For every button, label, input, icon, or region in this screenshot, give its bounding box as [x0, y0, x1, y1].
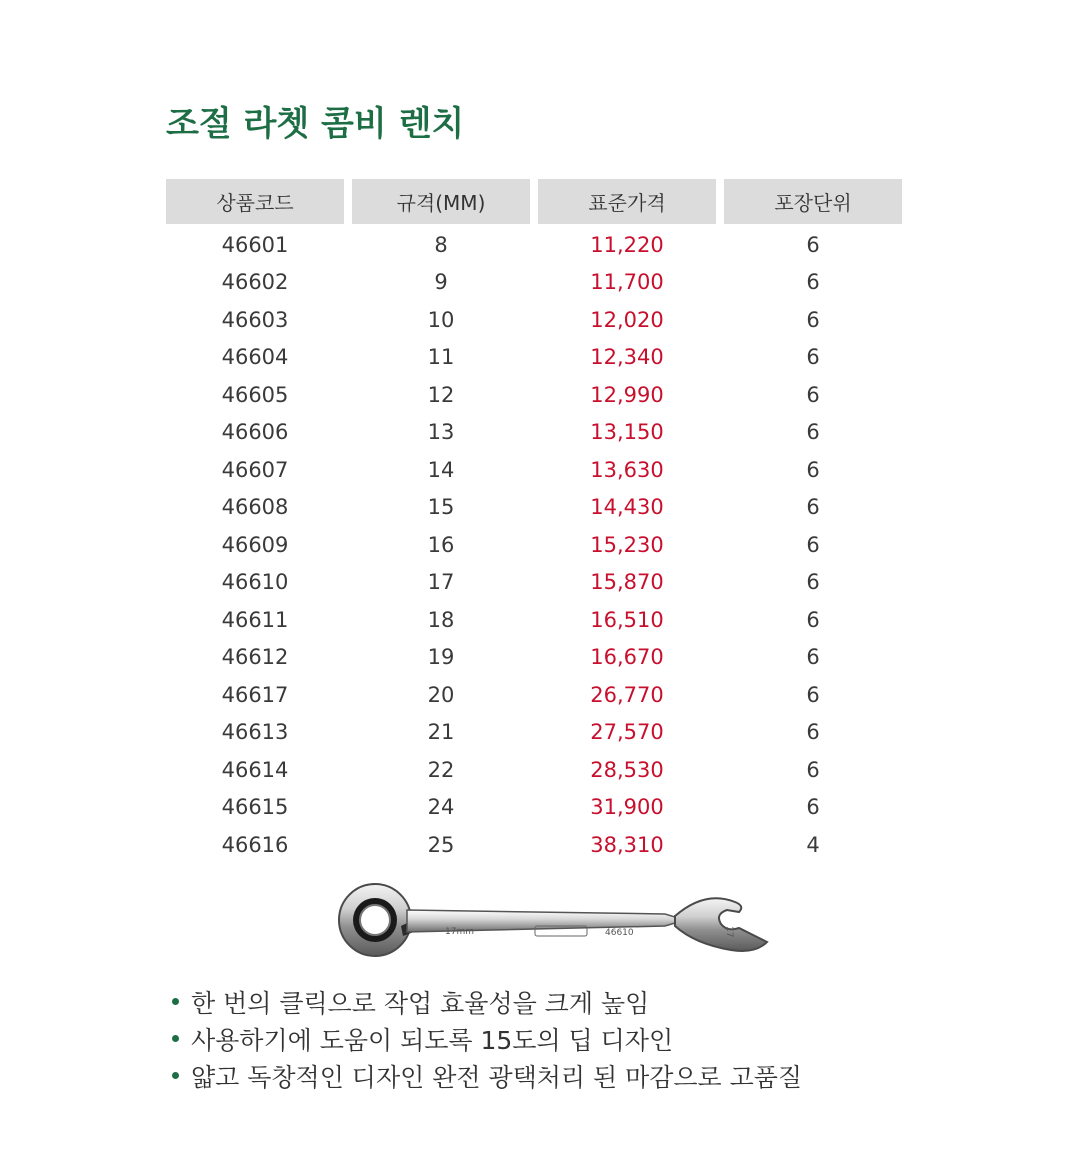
cell-product-code: 46602 [221, 270, 289, 295]
bullet-dot-icon [172, 1072, 179, 1079]
cell-product-code: 46616 [221, 832, 289, 857]
cell-size: 15 [427, 495, 455, 520]
bullet-dot-icon [172, 1035, 179, 1042]
cell-product-code: 46612 [221, 645, 289, 670]
table-row [166, 264, 902, 302]
cell-product-code: 46611 [221, 607, 289, 632]
cell-pack-unit: 6 [806, 795, 820, 820]
cell-pack-unit: 6 [806, 457, 820, 482]
cell-product-code: 46607 [221, 457, 289, 482]
cell-pack-unit: 6 [806, 232, 820, 257]
cell-product-code: 46601 [221, 232, 289, 257]
table-row [166, 489, 902, 527]
feature-list [172, 983, 802, 1094]
cell-product-code: 46610 [221, 570, 289, 595]
cell-pack-unit: 6 [806, 382, 820, 407]
cell-price: 16,510 [590, 607, 664, 632]
cell-product-code: 46608 [221, 495, 289, 520]
page-title: 조절 라쳇 콤비 렌치 [166, 104, 465, 144]
header-price: 표준가격 [538, 179, 716, 224]
cell-size: 25 [427, 832, 455, 857]
cell-product-code: 46604 [221, 345, 289, 370]
cell-price: 14,430 [590, 495, 664, 520]
wrench-image [335, 880, 775, 960]
table-row [166, 714, 902, 752]
cell-pack-unit: 6 [806, 645, 820, 670]
cell-product-code: 46603 [221, 307, 289, 332]
cell-price: 28,530 [590, 757, 664, 782]
cell-price: 31,900 [590, 795, 664, 820]
wrench-code-marking: 46610 [605, 928, 634, 938]
table-row [166, 451, 902, 489]
header-product-code: 상품코드 [166, 179, 344, 224]
table-row [166, 414, 902, 452]
cell-pack-unit: 6 [806, 420, 820, 445]
cell-pack-unit: 6 [806, 570, 820, 595]
cell-pack-unit: 6 [806, 495, 820, 520]
cell-price: 15,230 [590, 532, 664, 557]
table-row [166, 376, 902, 414]
feature-item [172, 1057, 802, 1094]
cell-pack-unit: 6 [806, 607, 820, 632]
cell-price: 12,340 [590, 345, 664, 370]
header-size: 규격(MM) [352, 179, 530, 224]
cell-price: 27,570 [590, 720, 664, 745]
cell-pack-unit: 6 [806, 682, 820, 707]
feature-text: 사용하기에 도움이 되도록 15도의 딥 디자인 [191, 1025, 674, 1055]
cell-product-code: 46606 [221, 420, 289, 445]
cell-price: 38,310 [590, 832, 664, 857]
cell-pack-unit: 6 [806, 270, 820, 295]
header-pack-unit: 포장단위 [724, 179, 902, 224]
cell-price: 12,990 [590, 382, 664, 407]
cell-pack-unit: 6 [806, 307, 820, 332]
cell-pack-unit: 6 [806, 532, 820, 557]
cell-size: 11 [427, 345, 455, 370]
cell-product-code: 46609 [221, 532, 289, 557]
cell-pack-unit: 6 [806, 345, 820, 370]
feature-text: 한 번의 클릭으로 작업 효율성을 크게 높임 [191, 988, 650, 1018]
table-row [166, 301, 902, 339]
cell-product-code: 46615 [221, 795, 289, 820]
cell-size: 19 [427, 645, 455, 670]
cell-price: 11,700 [590, 270, 664, 295]
wrench-size-marking: 17mm [445, 927, 474, 937]
cell-size: 16 [427, 532, 455, 557]
cell-size: 14 [427, 457, 455, 482]
cell-price: 13,150 [590, 420, 664, 445]
cell-size: 24 [427, 795, 455, 820]
table-row [166, 676, 902, 714]
cell-product-code: 46605 [221, 382, 289, 407]
wrench-open-end-marking: 17 [724, 926, 734, 938]
cell-product-code: 46617 [221, 682, 289, 707]
cell-product-code: 46614 [221, 757, 289, 782]
cell-pack-unit: 6 [806, 757, 820, 782]
bullet-dot-icon [172, 998, 179, 1005]
cell-size: 17 [427, 570, 455, 595]
table-row [166, 751, 902, 789]
table-row [166, 564, 902, 602]
cell-size: 21 [427, 720, 455, 745]
cell-price: 12,020 [590, 307, 664, 332]
cell-size: 8 [434, 232, 448, 257]
feature-item [172, 983, 802, 1020]
table-row [166, 826, 902, 864]
cell-size: 12 [427, 382, 455, 407]
cell-product-code: 46613 [221, 720, 289, 745]
feature-text: 얇고 독창적인 디자인 완전 광택처리 된 마감으로 고품질 [191, 1062, 803, 1092]
table-body [166, 226, 902, 864]
cell-pack-unit: 4 [806, 832, 820, 857]
cell-price: 15,870 [590, 570, 664, 595]
table-row [166, 789, 902, 827]
table-row [166, 526, 902, 564]
table-row [166, 601, 902, 639]
feature-item [172, 1020, 802, 1057]
product-table [166, 179, 902, 864]
cell-size: 10 [427, 307, 455, 332]
cell-pack-unit: 6 [806, 720, 820, 745]
cell-size: 18 [427, 607, 455, 632]
cell-size: 13 [427, 420, 455, 445]
cell-price: 16,670 [590, 645, 664, 670]
cell-size: 22 [427, 757, 455, 782]
table-row [166, 339, 902, 377]
table-header [166, 179, 902, 224]
table-row [166, 639, 902, 677]
cell-price: 11,220 [590, 232, 664, 257]
table-row [166, 226, 902, 264]
cell-price: 26,770 [590, 682, 664, 707]
cell-size: 20 [427, 682, 455, 707]
cell-price: 13,630 [590, 457, 664, 482]
cell-size: 9 [434, 270, 448, 295]
